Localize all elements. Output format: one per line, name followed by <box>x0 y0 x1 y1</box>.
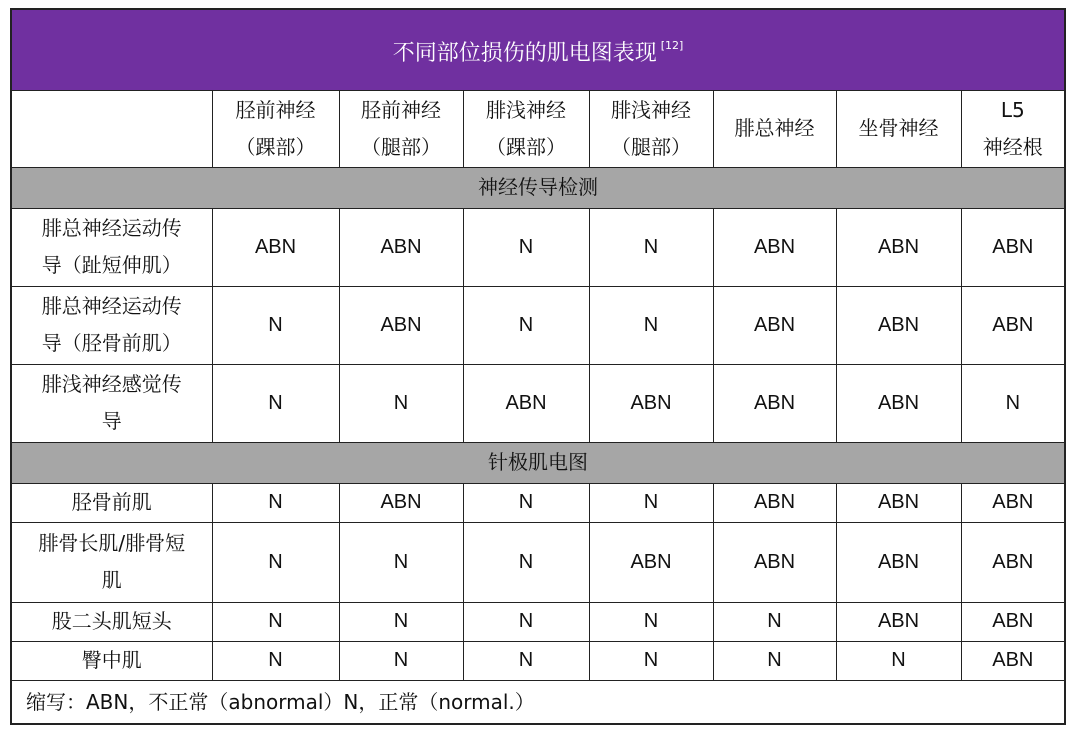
table-cell: N <box>961 364 1065 442</box>
table-cell: ABN <box>836 208 961 286</box>
column-header <box>339 90 463 167</box>
table-cell: N <box>463 602 589 641</box>
table-cell: N <box>212 483 339 522</box>
section-header-row <box>11 167 1065 208</box>
section-title: 神经传导检测 <box>11 167 1065 208</box>
column-header-line1: 胫前神经 <box>361 97 441 122</box>
table-cell: N <box>589 286 713 364</box>
column-header <box>836 90 961 167</box>
table-cell: N <box>212 602 339 641</box>
table-cell: ABN <box>713 522 836 602</box>
table-cell: N <box>463 208 589 286</box>
footnote-row <box>11 680 1065 724</box>
table-cell: N <box>212 522 339 602</box>
table-row <box>11 364 1065 442</box>
table-cell: N <box>212 364 339 442</box>
table-cell: N <box>463 483 589 522</box>
row-label: 股二头肌短头 <box>11 602 212 641</box>
row-label-line1: 腓骨长肌/腓骨短 <box>38 531 186 555</box>
table-cell: ABN <box>836 602 961 641</box>
table-cell: ABN <box>961 483 1065 522</box>
table-cell: N <box>589 641 713 680</box>
column-header-line2: （腿部） <box>611 134 691 159</box>
abbreviation-footnote: 缩写：ABN，不正常（abnormal）N，正常（normal.） <box>11 680 1065 724</box>
column-header-line1: 腓浅神经 <box>611 97 691 122</box>
table-cell: N <box>339 602 463 641</box>
column-header <box>463 90 589 167</box>
row-label-line2: 肌 <box>101 568 122 592</box>
section-title: 针极肌电图 <box>11 442 1065 483</box>
row-label-line1: 腓总神经运动传 <box>41 216 182 240</box>
table-cell: N <box>339 364 463 442</box>
table-cell: ABN <box>961 602 1065 641</box>
column-header-line1: 胫前神经 <box>235 97 316 122</box>
table-title: 不同部位损伤的肌电图表现 <box>392 40 657 66</box>
table-cell: N <box>339 641 463 680</box>
table-cell: N <box>589 602 713 641</box>
table-cell: N <box>463 641 589 680</box>
column-header <box>713 90 836 167</box>
row-label: 臀中肌 <box>11 641 212 680</box>
table-cell: ABN <box>836 364 961 442</box>
table-cell: N <box>463 286 589 364</box>
table-row <box>11 641 1065 680</box>
column-header-line2: 神经根 <box>982 134 1043 159</box>
table-cell: N <box>713 602 836 641</box>
row-label-line1: 腓总神经运动传 <box>41 294 182 318</box>
column-header-line1: 坐骨神经 <box>858 116 939 140</box>
table-cell: ABN <box>589 522 713 602</box>
table-cell: N <box>589 208 713 286</box>
table-cell: ABN <box>713 286 836 364</box>
reference-superscript: [12] <box>660 38 684 52</box>
table-cell: ABN <box>961 522 1065 602</box>
column-header <box>961 90 1065 167</box>
table-cell: N <box>713 641 836 680</box>
corner-cell <box>11 90 212 167</box>
emg-table <box>10 8 1066 725</box>
row-label <box>11 208 212 286</box>
column-header-line1: L5 <box>1000 97 1025 122</box>
table-cell: N <box>212 286 339 364</box>
table-cell: ABN <box>339 286 463 364</box>
column-header <box>212 90 339 167</box>
table-cell: N <box>212 641 339 680</box>
table-title-row <box>11 9 1065 90</box>
table-cell: ABN <box>836 286 961 364</box>
table-row <box>11 208 1065 286</box>
column-header-line2: （踝部） <box>486 134 566 159</box>
column-header-line1: 腓浅神经 <box>486 97 566 122</box>
row-label: 胫骨前肌 <box>11 483 212 522</box>
column-header-row <box>11 90 1065 167</box>
table-title-cell <box>11 9 1065 90</box>
row-label-line2: 导（趾短伸肌） <box>41 253 182 277</box>
column-header <box>589 90 713 167</box>
table-cell: ABN <box>836 522 961 602</box>
table-cell: ABN <box>961 208 1065 286</box>
row-label <box>11 364 212 442</box>
table-cell: ABN <box>212 208 339 286</box>
table-cell: ABN <box>713 483 836 522</box>
row-label-line2: 导 <box>101 409 122 433</box>
table-row <box>11 522 1065 602</box>
table-cell: ABN <box>961 286 1065 364</box>
table-cell: ABN <box>339 483 463 522</box>
table-cell: ABN <box>836 483 961 522</box>
table-cell: ABN <box>713 364 836 442</box>
row-label <box>11 286 212 364</box>
table-row <box>11 286 1065 364</box>
table-cell: ABN <box>339 208 463 286</box>
row-label-line2: 导（胫骨前肌） <box>41 331 182 355</box>
table-cell: ABN <box>463 364 589 442</box>
table-cell: N <box>836 641 961 680</box>
column-header-line2: （踝部） <box>235 134 316 159</box>
row-label-line1: 腓浅神经感觉传 <box>41 372 182 396</box>
row-label <box>11 522 212 602</box>
table-cell: N <box>463 522 589 602</box>
column-header-line2: （腿部） <box>361 134 441 159</box>
table-cell: ABN <box>713 208 836 286</box>
table-cell: N <box>589 483 713 522</box>
column-header-line1: 腓总神经 <box>734 116 815 140</box>
table-cell: ABN <box>961 641 1065 680</box>
table-cell: N <box>339 522 463 602</box>
table-row <box>11 602 1065 641</box>
table-row <box>11 483 1065 522</box>
table-cell: ABN <box>589 364 713 442</box>
section-header-row <box>11 442 1065 483</box>
